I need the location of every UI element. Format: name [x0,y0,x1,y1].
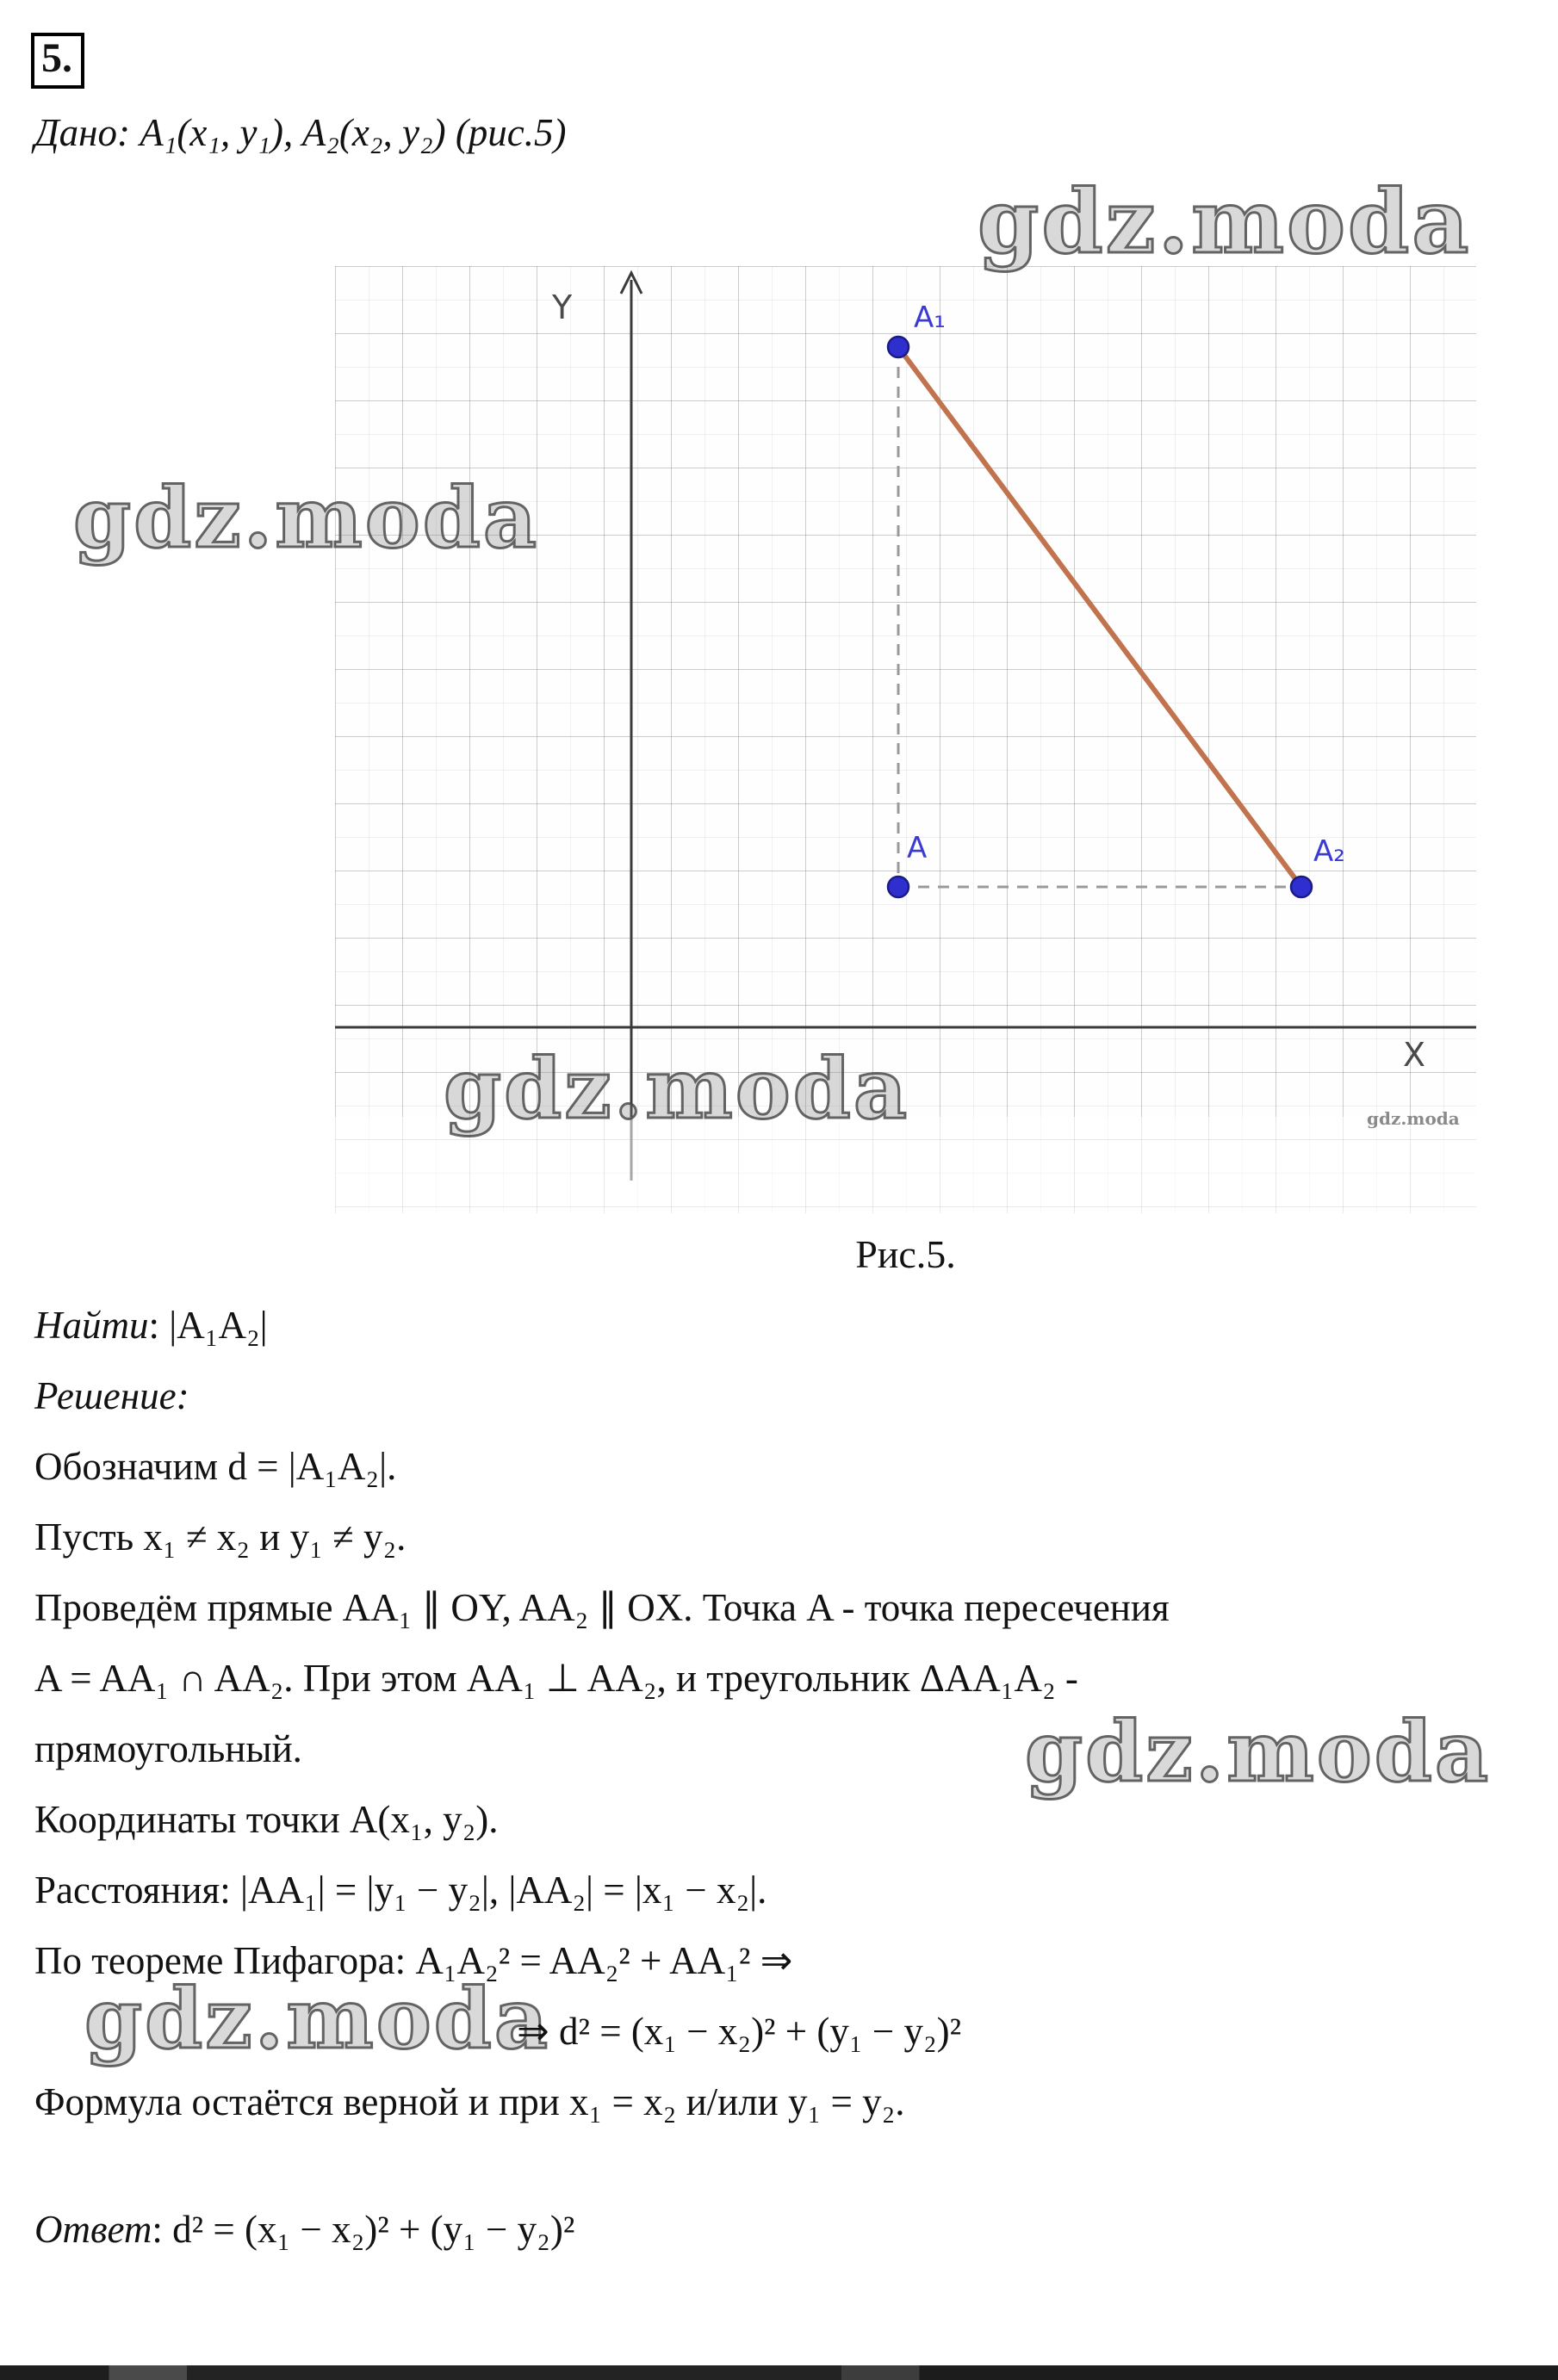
answer-line [34,2194,1542,2265]
find-formula: : |A₁A₂| [148,1304,268,1347]
solution-text-1: Обозначим d = |A₁A₂|. [34,1445,397,1488]
bottom-strip [0,2365,1558,2380]
solution-text-2: Пусть x₁ ≠ x₂ и y₁ ≠ y₂. [34,1515,407,1559]
find-line [34,1290,1542,1360]
solution-line-2 [34,1502,1542,1572]
solution-line-4 [34,1643,1542,1714]
problem-number: 5. [31,33,84,89]
given-line [34,110,567,155]
solution-line-3 [34,1572,1542,1643]
watermark-figure-bottom: gdz.moda [444,1040,910,1137]
solution-line-8 [34,1925,1542,1996]
watermark-mid-right: gdz.moda [1025,1703,1492,1800]
solution-line-5 [34,1714,1542,1784]
answer-label: Ответ [34,2208,152,2251]
given-label: Дано [34,111,117,154]
figure-caption: Рис.5. [855,1232,956,1276]
solution-text-4: A = AA₁ ∩ AA₂. При этом AA₁ ⊥ AA₂, и треугольник ΔAA₁A₂ - [34,1657,1078,1700]
solution-block [34,1290,1542,2265]
solution-text-6: Координаты точки A(x₁, y₂). [34,1798,499,1841]
segment-a1-a2 [898,347,1301,887]
solution-line-9 [34,1996,1542,2067]
x-axis-label: X [1403,1036,1426,1074]
watermark-figure-left: gdz.moda [73,469,540,567]
solution-text-3: Проведём прямые AA₁ ∥ OY, AA₂ ∥ OX. Точка A - точка пересечения [34,1586,1170,1629]
watermark-small: gdz.moda [1367,1108,1460,1129]
solution-text-8: По теореме Пифагора: A₁A₂² = AA₂² + AA₁² ⇒ [34,1939,793,1982]
y-axis-label: Y [552,288,573,326]
solution-line-1 [34,1431,1542,1502]
solution-text-7: Расстояния: |AA₁| = |y₁ − y₂|, |AA₂| = |x₁ − x₂|. [34,1869,767,1912]
solution-label: Решение: [34,1374,189,1417]
solution-line-10 [34,2067,1542,2137]
solution-label-line [34,1360,1542,1431]
point-a2 [1291,877,1312,897]
solution-line-7 [34,1855,1542,1925]
answer-formula: : d² = (x₁ − x₂)² + (y₁ − y₂)² [152,2208,575,2251]
point-a1-label: A₁ [914,301,946,335]
watermark-formula-line: gdz.moda [84,1970,551,2067]
watermark-top-right: gdz.moda [978,170,1472,274]
point-a1 [888,337,909,357]
point-a [888,877,909,897]
given-formula: : A₁(x₁, y₁), A₂(x₂, y₂) (рис.5) [116,111,567,154]
point-a-label: A [907,831,928,865]
solution-text-10: Формула остаётся верной и при x₁ = x₂ и/или y₁ = y₂. [34,2080,905,2123]
find-label: Найти [34,1304,149,1347]
point-a2-label: A₂ [1313,834,1345,869]
solution-text-5: прямоугольный. [34,1727,302,1770]
solution-line-6 [34,1784,1542,1855]
solution-text-9: ⇒ d² = (x₁ − x₂)² + (y₁ − y₂)² [517,2010,962,2053]
